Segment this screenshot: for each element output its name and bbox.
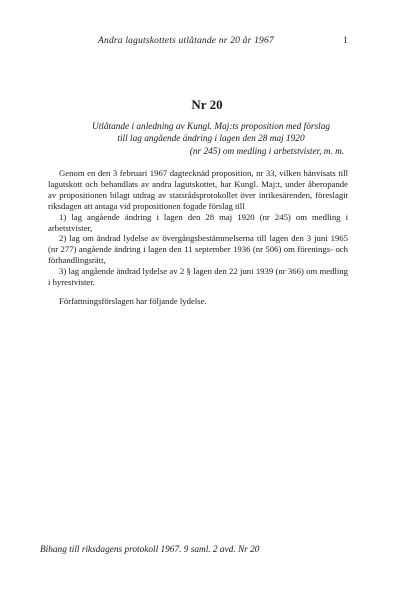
intro-paragraph: Genom en den 3 februari 1967 dagtecknäd proposition, nr 33, vilken hänvisats till lagutskott och behandlats av andra lagutskottet, har Kungl. Maj:t, under åberopande av propositionen bilagt utdrag av statsrådsprotokollet över inrikesärenden, föreslagit riksdagen att antaga vid propositionen fogade förslag till: [48, 168, 348, 211]
subtitle-line: (nr 245) om medling i arbetstvister, m. m.: [189, 146, 345, 157]
subtitle-line: till lag angående ändring i lagen den 28 maj 1920: [117, 134, 305, 145]
list-item-2: 2) lag om ändrad lydelse av övergångsbestämmelserna till lagen den 3 juni 1965 (nr 277) angående ändring i lagen den 11 september 1936 (nr 506) om förenings- och förhandlingsrätt,: [48, 233, 348, 266]
document-subtitle: [66, 121, 356, 158]
list-item-3: 3) lag angående ändrad lydelse av 2 § lagen den 22 juni 1939 (nr 366) om medling i hyrestvister.: [48, 266, 348, 288]
document-number: Nr 20: [191, 97, 223, 112]
running-head: Andra lagutskottets utlåtande nr 20 år 1967: [98, 36, 274, 46]
list-item-1: 1) lag angående ändring i lagen den 28 maj 1920 (nr 245) om medling i arbetstvister,: [48, 211, 348, 233]
closing-paragraph: Författningsförslagen har följande lydelse.: [59, 295, 207, 306]
subtitle-line: Utlåtande i anledning av Kungl. Maj:ts proposition med förslag: [91, 122, 330, 132]
document-body: [48, 168, 348, 307]
page-number: 1: [343, 36, 348, 46]
footer-citation: Bihang till riksdagens protokoll 1967. 9 saml. 2 avd. Nr 20: [40, 545, 260, 555]
